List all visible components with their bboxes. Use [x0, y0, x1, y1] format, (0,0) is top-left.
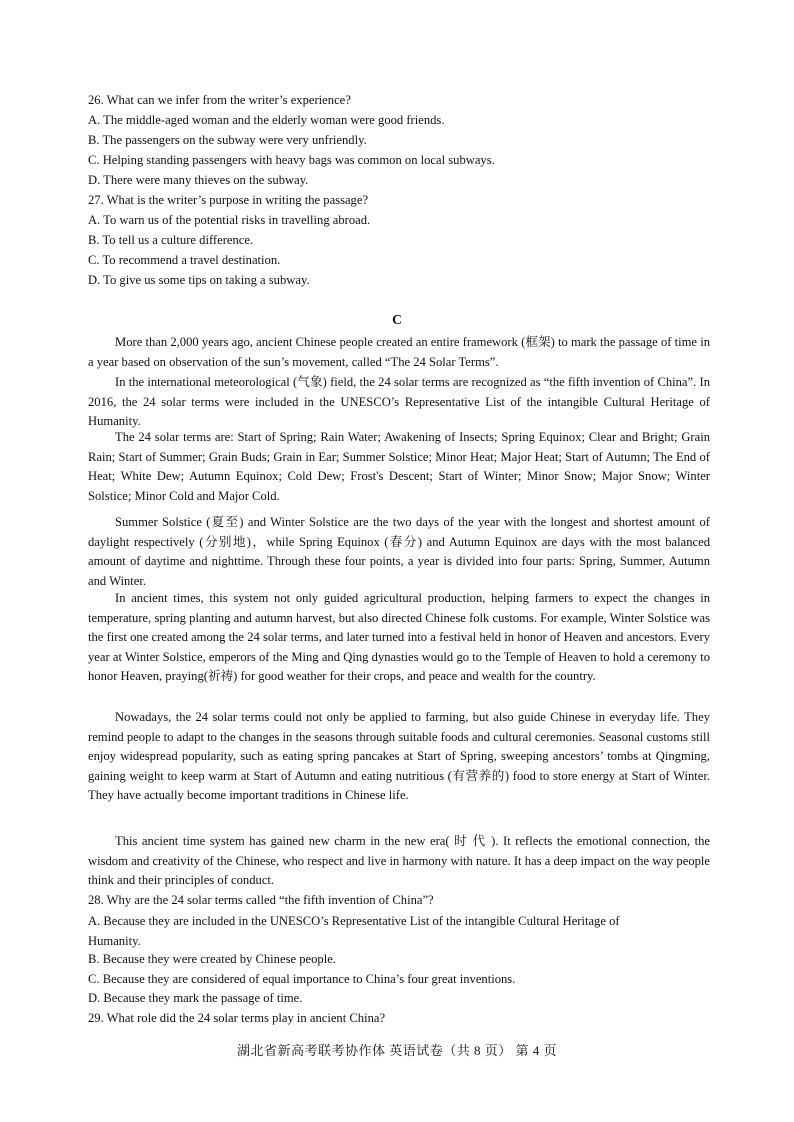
option-26c: C. Helping standing passengers with heavy bags was common on local subways. [88, 153, 495, 167]
option-26a: A. The middle-aged woman and the elderly woman were good friends. [88, 113, 445, 127]
option-26b: B. The passengers on the subway were very unfriendly. [88, 133, 367, 147]
paragraph-2: In the international meteorological (气象) field, the 24 solar terms are recognized as “the fifth invention of China”. In 2016, the 24 solar terms were included in the UNESCO’s Representative List of the intangible Cultural Heritage of Humanity. [88, 375, 710, 429]
option-26d: D. There were many thieves on the subway. [88, 173, 309, 187]
paragraph-5: In ancient times, this system not only guided agricultural production, helping farmers to expect the changes in temperature, spring planting and autumn harvest, but also directed Chinese folk customs. For example, Winter Solstice was the first one created among the 24 solar terms, and later turned into a festival held in honor of Heaven and ancestors. Every year at Winter Solstice, emperors of the Ming and Qing dynasties would go to the Temple of Heaven to hold a ceremony to honor Heaven, praying(祈祷) for good weather for their crops, and peace and wealth for the country. [88, 591, 710, 684]
page-footer: 湖北省新高考联考协作体 英语试卷（共 8 页） 第 4 页 [236, 1043, 557, 1058]
option-28a-cont: Humanity. [88, 934, 141, 948]
paragraph-4: Summer Solstice (夏至) and Winter Solstice are the two days of the year with the longest and shortest amount of daylight respectively (分别地)，while Spring Equinox (春分) and Autumn Equinox are days with the most balanced amount of daytime and nighttime. Through these four points, a year is divided into four parts: Spring, Summer, Autumn and Winter. [88, 515, 710, 588]
option-28a: A. Because they are included in the UNESCO’s Representative List of the intangible Cultural Heritage of [88, 914, 620, 928]
paragraph-6: Nowadays, the 24 solar terms could not only be applied to farming, but also guide Chinese in everyday life. They remind people to adapt to the changes in the seasons through suitable foods and cultural ceremonies. Seasonal customs still enjoy widespread popularity, such as eating spring pancakes at Start of Spring, sweeping ancestors’ tombs at Qingming, gaining weight to keep warm at Start of Autumn and eating nutritious (有营养的) food to store energy at Start of Winter. They have actually become important traditions in Chinese life. [88, 710, 710, 803]
option-27b: B. To tell us a culture difference. [88, 233, 254, 247]
option-28c: C. Because they are considered of equal importance to China’s four great inventions. [88, 972, 516, 986]
section-heading: C [392, 312, 402, 327]
option-27d: D. To give us some tips on taking a subway. [88, 273, 310, 287]
question-26: 26. What can we infer from the writer’s experience? [88, 93, 351, 107]
question-29: 29. What role did the 24 solar terms play in ancient China? [88, 1011, 386, 1025]
paragraph-7: This ancient time system has gained new charm in the new era( 时 代 ). It reflects the emotional connection, the wisdom and creativity of the Chinese, who respect and live in harmony with nature. It has a deep impact on the way people think and their principles of conduct. [88, 834, 710, 888]
question-28: 28. Why are the 24 solar terms called “the fifth invention of China”? [88, 893, 434, 907]
option-28b: B. Because they were created by Chinese people. [88, 952, 336, 966]
option-27c: C. To recommend a travel destination. [88, 253, 281, 267]
option-28d: D. Because they mark the passage of time. [88, 991, 303, 1005]
option-27a: A. To warn us of the potential risks in travelling abroad. [88, 213, 371, 227]
paragraph-1: More than 2,000 years ago, ancient Chinese people created an entire framework (框架) to mark the passage of time in a year based on observation of the sun’s movement, called “The 24 Solar Terms”. [88, 335, 710, 369]
paragraph-3: The 24 solar terms are: Start of Spring; Rain Water; Awakening of Insects; Spring Equinox; Clear and Bright; Grain Rain; Start of Summer; Grain Buds; Grain in Ear; Summer Solstice; Minor Heat; Major Heat; Start of Autumn; The End of Heat; White Dew; Autumn Equinox; Cold Dew; Frost's Descent; Start of Winter; Minor Snow; Major Snow; Winter Solstice; Minor Cold and Major Cold. [88, 430, 710, 503]
question-27: 27. What is the writer’s purpose in writing the passage? [88, 193, 369, 207]
